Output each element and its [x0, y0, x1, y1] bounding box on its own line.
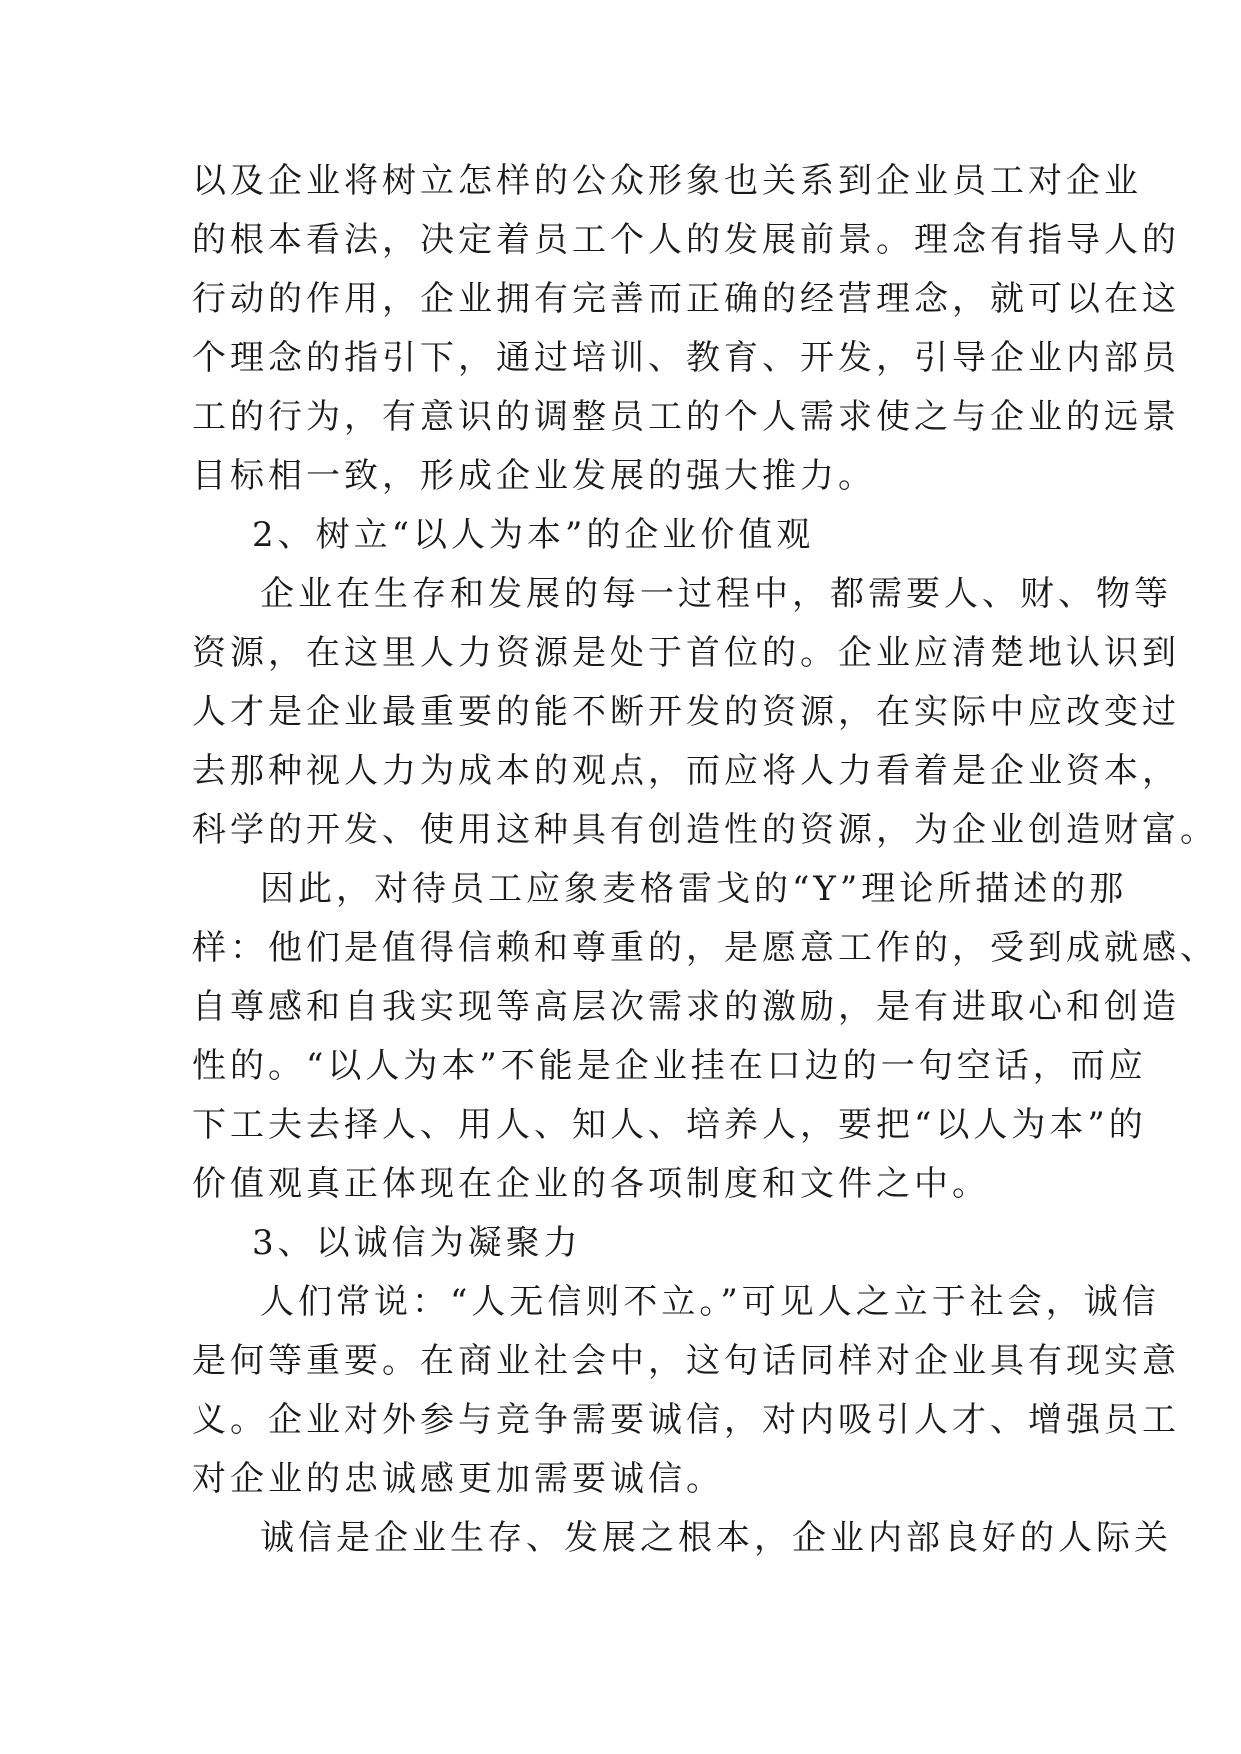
section-heading: 3、以诚信为凝聚力	[252, 1223, 582, 1263]
paragraph-first-line: 人们常说：“人无信则不立。”可见人之立于社会，诚信	[260, 1282, 1160, 1322]
text-line: 的根本看法，决定着员工个人的发展前景。理念有指导人的	[192, 220, 1180, 260]
document-body	[192, 152, 1218, 1568]
text-line: 人才是企业最重要的能不断开发的资源，在实际中应改变过	[192, 692, 1180, 732]
text-line: 资源，在这里人力资源是处于首位的。企业应清楚地认识到	[192, 633, 1180, 673]
paragraph-first-line: 因此，对待员工应象麦格雷戈的“Y”理论所描述的那	[260, 869, 1128, 909]
text-line: 自尊感和自我实现等高层次需求的激励，是有进取心和创造	[192, 987, 1180, 1027]
paragraph-first-line: 企业在生存和发展的每一过程中，都需要人、财、物等	[260, 574, 1172, 614]
text-line: 性的。“以人为本”不能是企业挂在口边的一句空话，而应	[192, 1046, 1147, 1086]
text-line: 义。企业对外参与竞争需要诚信，对内吸引人才、增强员工	[192, 1400, 1180, 1440]
text-line: 以及企业将树立怎样的公众形象也关系到企业员工对企业	[192, 161, 1142, 201]
section-heading: 2、树立“以人为本”的企业价值观	[252, 515, 815, 555]
text-line: 下工夫去择人、用人、知人、培养人，要把“以人为本”的	[192, 1105, 1147, 1145]
text-line: 样：他们是值得信赖和尊重的，是愿意工作的，受到成就感、	[192, 928, 1218, 968]
text-line: 工的行为，有意识的调整员工的个人需求使之与企业的远景	[192, 397, 1180, 437]
text-line: 目标相一致，形成企业发展的强大推力。	[192, 456, 876, 496]
text-line: 是何等重要。在商业社会中，这句话同样对企业具有现实意	[192, 1341, 1180, 1381]
text-line: 去那种视人力为成本的观点，而应将人力看着是企业资本，	[192, 751, 1180, 791]
paragraph-first-line: 诚信是企业生存、发展之根本，企业内部良好的人际关	[260, 1518, 1172, 1558]
text-line: 行动的作用，企业拥有完善而正确的经营理念，就可以在这	[192, 279, 1180, 319]
text-line: 价值观真正体现在企业的各项制度和文件之中。	[192, 1164, 990, 1204]
text-line: 对企业的忠诚感更加需要诚信。	[192, 1459, 724, 1499]
text-line: 科学的开发、使用这种具有创造性的资源，为企业创造财富。	[192, 810, 1218, 850]
text-line: 个理念的指引下，通过培训、教育、开发，引导企业内部员	[192, 338, 1180, 378]
